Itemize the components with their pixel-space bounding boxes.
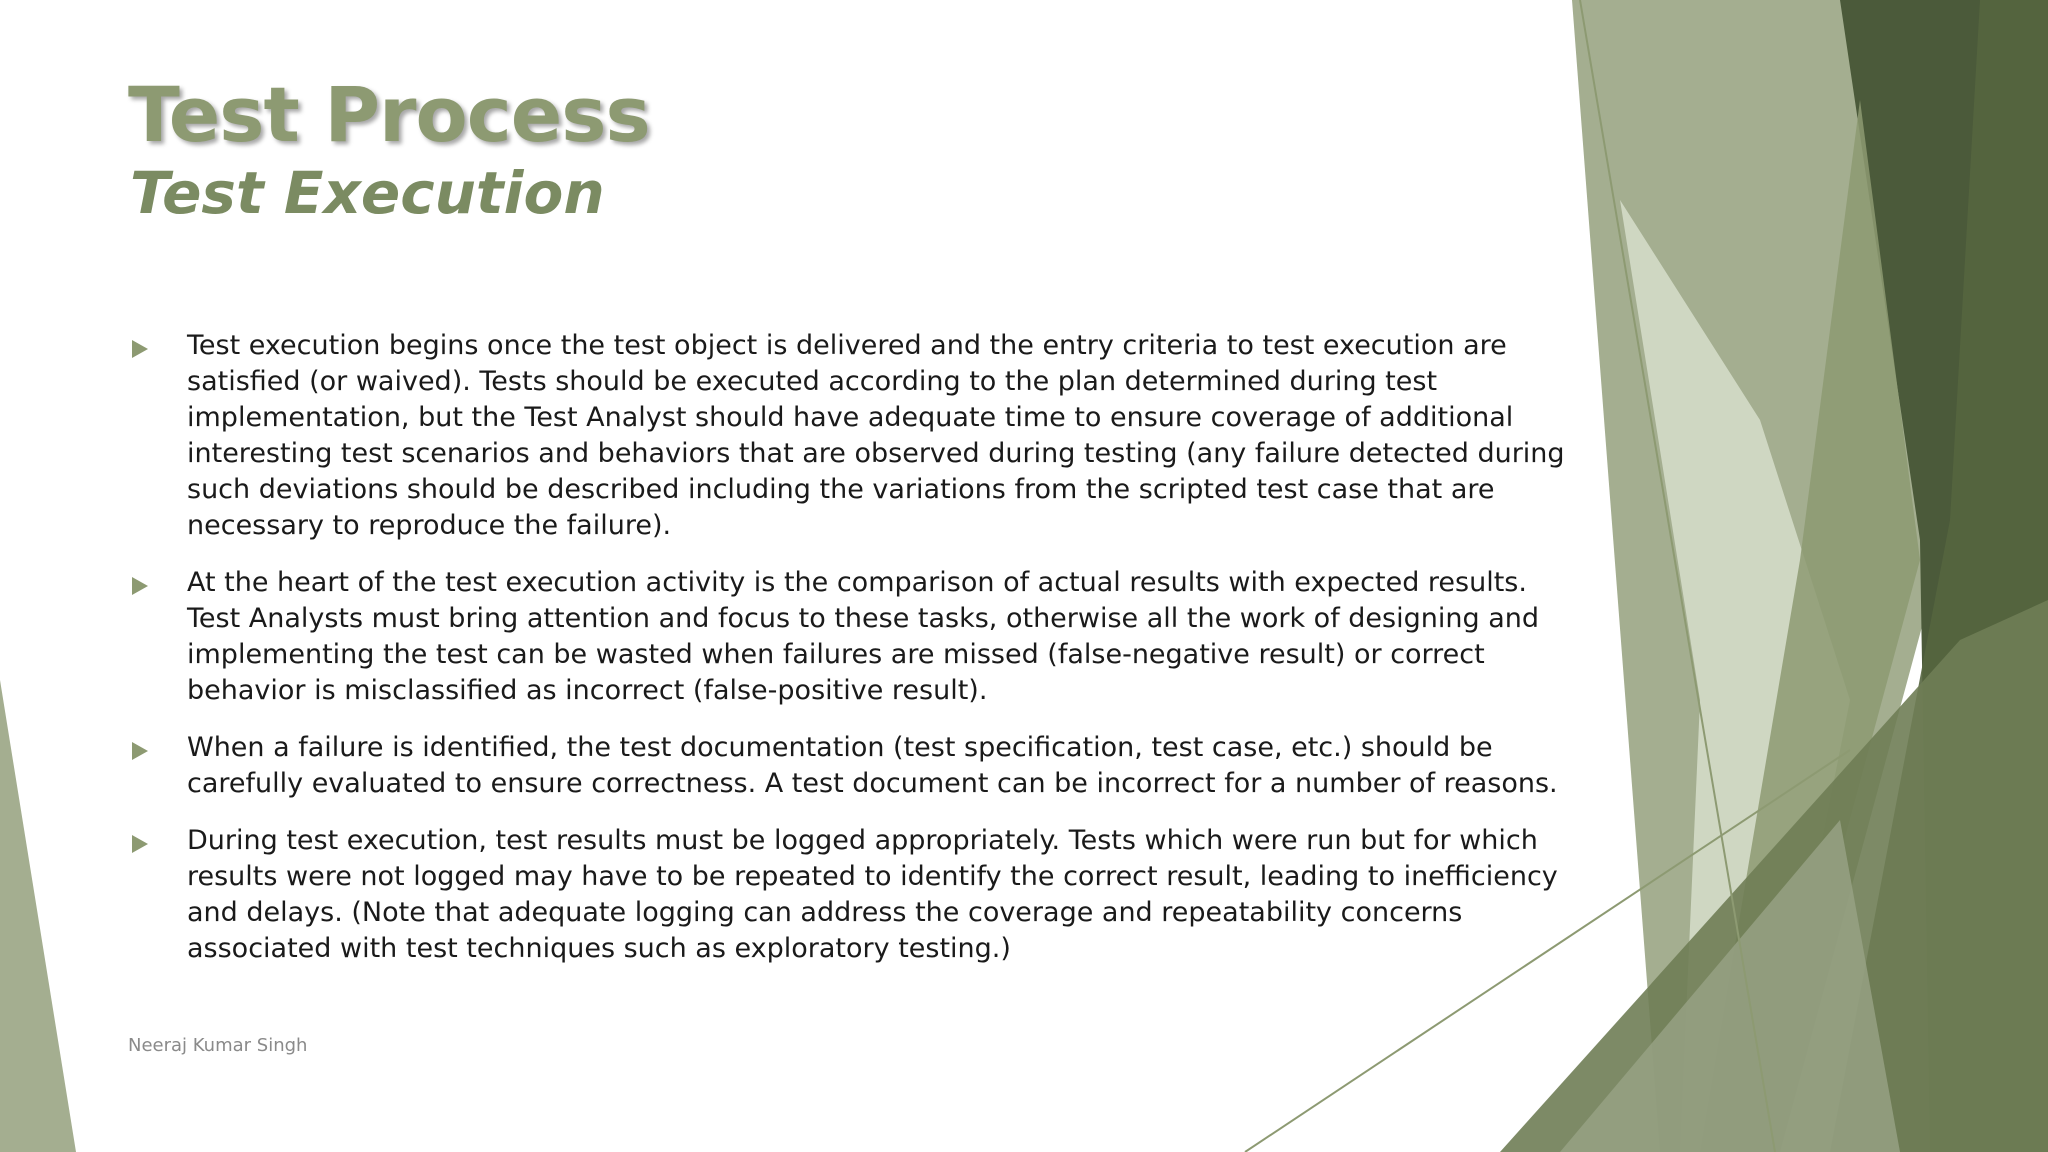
bullet-text: During test execution, test results must be logged appropriately. Tests which were run but for which results were not logged may have to be repeated to identify the correct result, leading to inefficiency and delays. (Note that adequate logging can address the coverage and repeatability concerns associated with test techniques such as exploratory testing.) — [187, 825, 1558, 964]
bullet-list — [130, 328, 1570, 988]
bullet-item — [130, 328, 1570, 544]
slide-title: Test Process — [128, 70, 650, 159]
deco-shape-left — [0, 680, 76, 1152]
bullet-item — [130, 730, 1570, 802]
bullet-item — [130, 823, 1570, 967]
bullet-text: When a failure is identified, the test documentation (test specification, test case, etc.) should be carefully evaluated to ensure correctness. A test document can be incorrect for a number of reasons. — [187, 732, 1558, 799]
footer-author: Neeraj Kumar Singh — [128, 1035, 308, 1056]
bullet-text: Test execution begins once the test object is delivered and the entry criteria to test execution are satisfied (or waived). Tests should be executed according to the plan determined during test implementation, but the Test Analyst should have adequate time to ensure coverage of additional interesting test scenarios and behaviors that are observed during testing (any failure detected during such deviations should be described including the variations from the scripted test case that are necessary to reproduce the failure). — [187, 330, 1565, 541]
triangle-bullet-icon — [132, 835, 148, 853]
bullet-text: At the heart of the test execution activity is the comparison of actual results with expected results. Test Analysts must bring attention and focus to these tasks, otherwise all the work of designing and implementing the test can be wasted when failures are missed (false-negative result) or correct behavior is misclassified as incorrect (false-positive result). — [187, 567, 1539, 706]
triangle-bullet-icon — [132, 742, 148, 760]
triangle-bullet-icon — [132, 340, 148, 358]
triangle-bullet-icon — [132, 577, 148, 595]
bullet-item — [130, 565, 1570, 709]
slide-subtitle: Test Execution — [130, 159, 605, 227]
